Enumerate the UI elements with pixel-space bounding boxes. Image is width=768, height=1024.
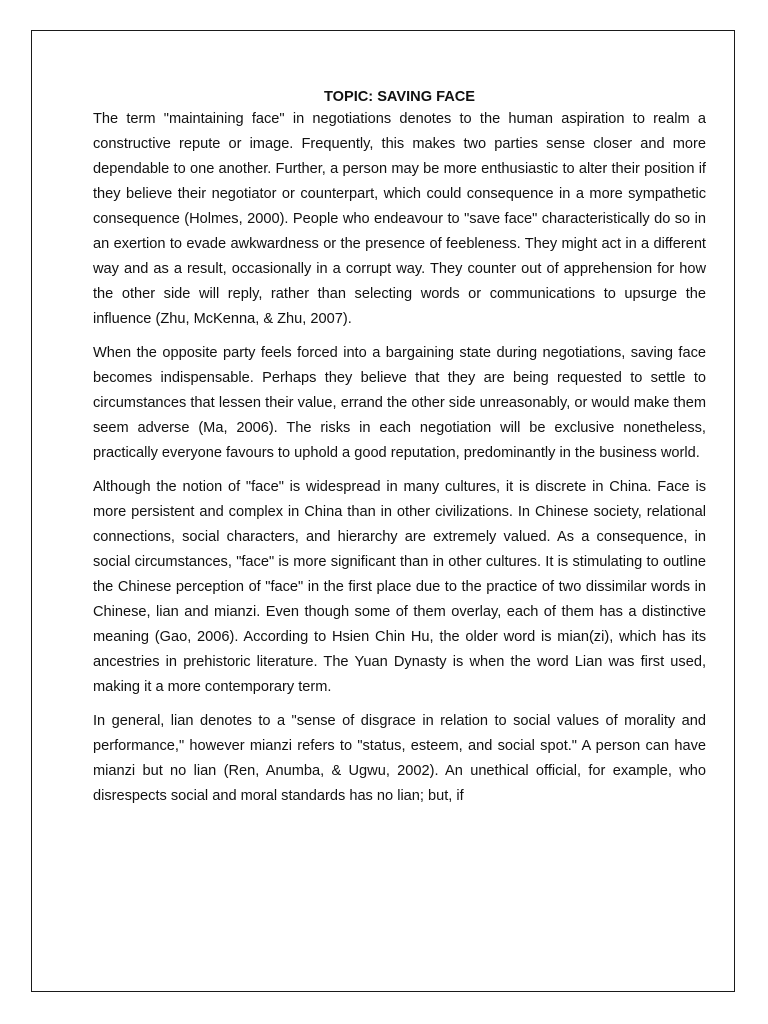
document-title: TOPIC: SAVING FACE [323, 89, 476, 105]
document-body [93, 31, 706, 818]
document-page [31, 30, 735, 992]
paragraph-2: When the opposite party feels forced into a bargaining state during negotiations, saving face becomes indispensable. Perhaps they believe that they are being requested to settle to circumstances that lessen their value, errand the other side unreasonably, or would make them seem adverse (Ma, 2006). The risks in each negotiation will be exclusive nonetheless, practically everyone favours to uphold a good reputation, predominantly in the business world. [93, 345, 706, 461]
paragraph-3: Although the notion of "face" is widespread in many cultures, it is discrete in China. Face is more persistent and complex in China than in other civilizations. In Chinese society, relational connections, social characters, and hierarchy are extremely valued. As a consequence, in social circumstances, "face" is more significant than in other cultures. It is stimulating to outline the Chinese perception of "face" in the first place due to the practice of two dissimilar words in Chinese, lian and mianzi. Even though some of them overlay, each of them has a distinctive meaning (Gao, 2006). According to Hsien Chin Hu, the older word is mian(zi), which has its ancestries in prehistoric literature. The Yuan Dynasty is when the word Lian was first used, making it a more contemporary term. [93, 479, 706, 695]
paragraph-4: In general, lian denotes to a "sense of disgrace in relation to social values of morality and performance," however mianzi refers to "status, esteem, and social spot." A person can have mianzi but no lian (Ren, Anumba, & Ugwu, 2002). An unethical official, for example, who disrespects social and moral standards has no lian; but, if [93, 713, 706, 804]
paragraph-1: The term "maintaining face" in negotiations denotes to the human aspiration to realm a constructive repute or image. Frequently, this makes two parties sense closer and more dependable to one another. Further, a person may be more enthusiastic to alter their position if they believe their negotiator or counterpart, which could consequence in a more sympathetic consequence (Holmes, 2000). People who endeavour to "save face" characteristically do so in an exertion to evade awkwardness or the presence of feebleness. They might act in a different way and as a result, occasionally in a corrupt way. They counter out of apprehension for how the other side will reply, rather than selecting words or communications to upsurge the influence (Zhu, McKenna, & Zhu, 2007). [93, 111, 706, 327]
